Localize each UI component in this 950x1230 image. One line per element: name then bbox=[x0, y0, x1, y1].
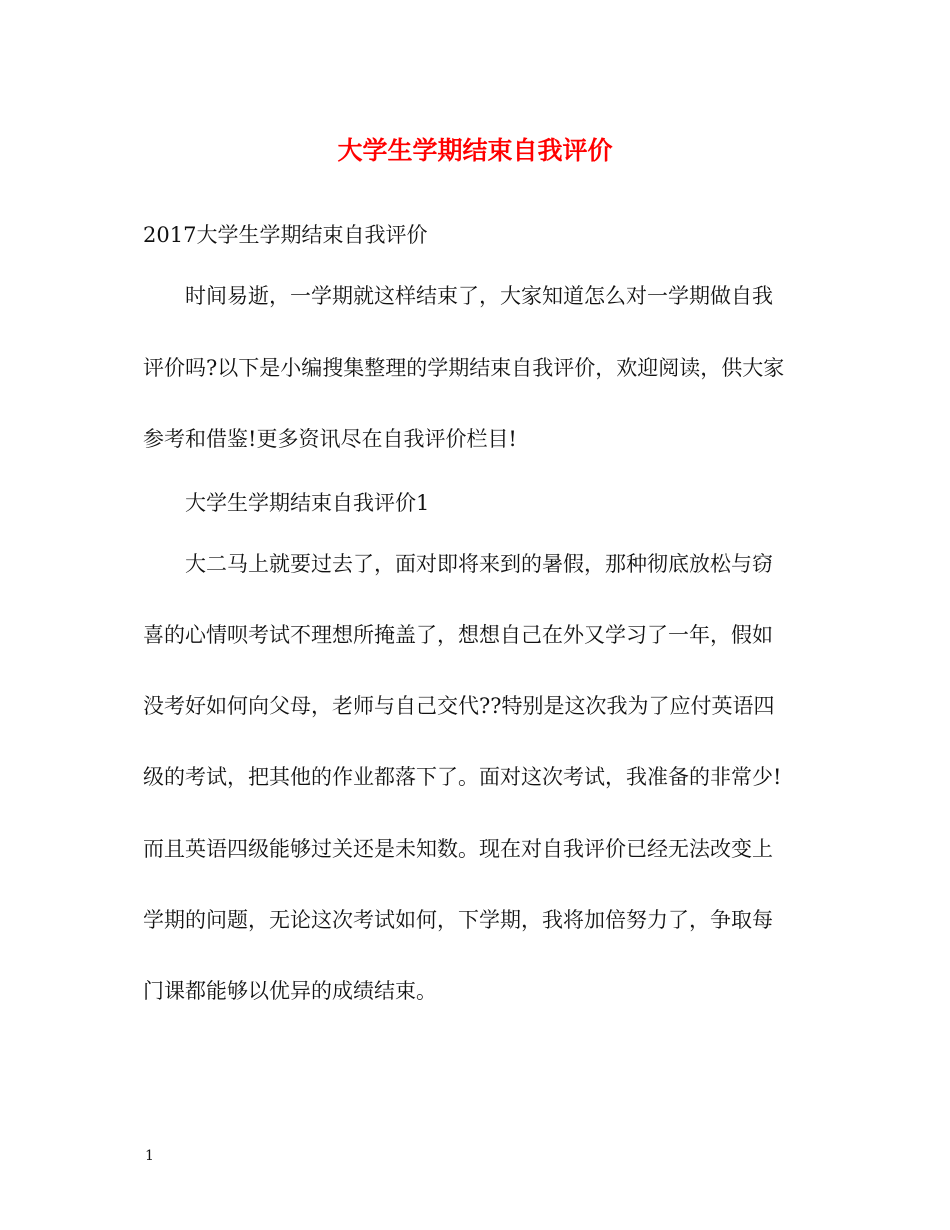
body-line: 喜的心情呗考试不理想所掩盖了，想想自己在外又学习了一年，假如 bbox=[143, 623, 773, 647]
body-line: 级的考试，把其他的作业都落下了。面对这次考试，我准备的非常少! bbox=[143, 765, 782, 789]
intro-line: 时间易逝，一学期就这样结束了，大家知道怎么对一学期做自我 bbox=[185, 284, 773, 308]
page-number: 1 bbox=[145, 1148, 154, 1164]
body-line: 没考好如何向父母，老师与自己交代??特别是这次我为了应付英语四 bbox=[143, 694, 775, 718]
body-line: 学期的问题，无论这次考试如何，下学期，我将加倍努力了，争取每 bbox=[143, 908, 773, 932]
body-line: 门课都能够以优异的成绩结束。 bbox=[143, 979, 437, 1003]
intro-line: 评价吗?以下是小编搜集整理的学期结束自我评价，欢迎阅读，供大家 bbox=[143, 356, 785, 380]
intro-line: 参考和借鉴!更多资讯尽在自我评价栏目! bbox=[143, 427, 517, 451]
document-subtitle: 2017大学生学期结束自我评价 bbox=[143, 223, 428, 247]
section-heading: 大学生学期结束自我评价1 bbox=[185, 491, 430, 515]
body-line: 而且英语四级能够过关还是未知数。现在对自我评价已经无法改变上 bbox=[143, 837, 773, 861]
document-title: 大学生学期结束自我评价 bbox=[337, 136, 613, 165]
body-line: 大二马上就要过去了，面对即将来到的暑假，那种彻底放松与窃 bbox=[185, 552, 773, 576]
